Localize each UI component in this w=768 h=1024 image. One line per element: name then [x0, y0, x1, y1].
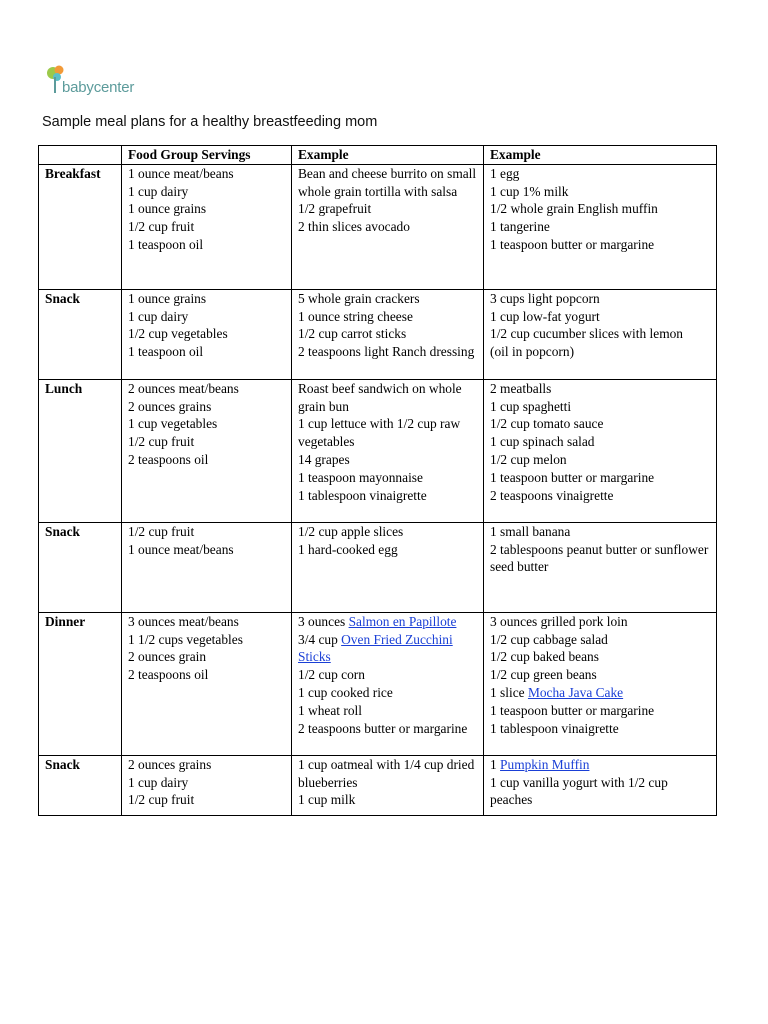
- example-item-text: 5 whole grain crackers: [298, 290, 420, 306]
- serving-item: 1 ounce meat/beans: [128, 165, 234, 181]
- example-item: [298, 666, 479, 684]
- example-item: [298, 791, 479, 809]
- table-header-row: [39, 146, 717, 165]
- example-item-text: 1 tablespoon vinaigrette: [490, 720, 619, 736]
- example-item-text: 1/2 cup carrot sticks: [298, 326, 407, 342]
- servings-cell: [122, 379, 292, 522]
- example-item-text: 1 tablespoon vinaigrette: [298, 487, 427, 503]
- meal-name-cell: Breakfast: [39, 164, 122, 289]
- example-item: [298, 415, 479, 451]
- example-item-text: 1 cup oatmeal with 1/4 cup dried blueberries: [298, 756, 475, 790]
- table-row: [39, 612, 717, 755]
- example-item-text: 1 egg: [490, 165, 520, 181]
- example-item-text: 1 tangerine: [490, 219, 550, 235]
- example-item-text: 1: [490, 756, 501, 772]
- serving-item: 1/2 cup fruit: [128, 219, 195, 235]
- serving-item: 2 ounces grains: [128, 398, 212, 414]
- example-item: [490, 523, 712, 541]
- serving-item: 1 teaspoon oil: [128, 236, 204, 252]
- recipe-link[interactable]: Oven Fried Zucchini Sticks: [298, 631, 453, 665]
- example-item-text: 2 tablespoons peanut butter or sunflower seed butter: [490, 541, 709, 575]
- recipe-link[interactable]: Salmon en Papillote: [348, 613, 457, 629]
- example-item: [490, 200, 712, 218]
- serving-item: 2 ounces grains: [128, 756, 212, 772]
- example-item: [490, 398, 712, 416]
- example-item-text: 14 grapes: [298, 451, 350, 467]
- table-row: [39, 755, 717, 815]
- example-item-text: 2 teaspoons butter or margarine: [298, 720, 468, 736]
- serving-item: 1 1/2 cups vegetables: [128, 631, 243, 647]
- example-item-text: 3/4 cup: [298, 631, 342, 647]
- example-item-text: 1/2 cup apple slices: [298, 523, 404, 539]
- example-item: [490, 684, 712, 702]
- example-item: [490, 380, 712, 398]
- example-item-text: 1 cup milk: [298, 792, 356, 808]
- example-item: [490, 290, 712, 308]
- example-item: [298, 541, 479, 559]
- example-item-text: 1/2 cup baked beans: [490, 649, 599, 665]
- example-item: [490, 720, 712, 738]
- example-item: [490, 325, 712, 343]
- logo-wordmark: babycenter: [62, 79, 135, 96]
- servings-cell: [122, 612, 292, 755]
- example-item: [490, 343, 712, 361]
- table-row: [39, 289, 717, 379]
- table-row: [39, 522, 717, 612]
- example-2-cell: [484, 755, 717, 815]
- example-item: [298, 487, 479, 505]
- example-item: [490, 218, 712, 236]
- example-2-cell: [484, 289, 717, 379]
- serving-item: 1 ounce grains: [128, 290, 207, 306]
- serving-item: 1 cup dairy: [128, 183, 189, 199]
- example-item-text: 1 cup cooked rice: [298, 684, 393, 700]
- example-item: [298, 523, 479, 541]
- example-item: [298, 702, 479, 720]
- example-item: [298, 308, 479, 326]
- example-item: [490, 702, 712, 720]
- serving-item: 1/2 cup vegetables: [128, 326, 228, 342]
- table-row: [39, 164, 717, 289]
- example-item-text: 1 cup 1% milk: [490, 183, 569, 199]
- example-item-text: 1/2 cup green beans: [490, 667, 597, 683]
- serving-item: 1 cup vegetables: [128, 416, 218, 432]
- example-item-text: 3 ounces grilled pork loin: [490, 613, 628, 629]
- example-item: [490, 631, 712, 649]
- meal-name-cell: Dinner: [39, 612, 122, 755]
- serving-item: 2 teaspoons oil: [128, 667, 209, 683]
- meal-name-cell: Lunch: [39, 379, 122, 522]
- example-item-text: 1 cup spaghetti: [490, 398, 572, 414]
- example-item-text: 1 cup vanilla yogurt with 1/2 cup peaches: [490, 774, 668, 808]
- serving-item: 1/2 cup fruit: [128, 792, 195, 808]
- serving-item: 1 cup dairy: [128, 774, 189, 790]
- example-item: [298, 469, 479, 487]
- recipe-link[interactable]: Pumpkin Muffin: [500, 756, 590, 772]
- serving-item: 2 ounces meat/beans: [128, 380, 239, 396]
- document-title: Sample meal plans for a healthy breastfeeding mom: [42, 114, 378, 130]
- example-item: [298, 343, 479, 361]
- servings-cell: [122, 755, 292, 815]
- example-item-text: 1/2 cup cucumber slices with lemon: [490, 326, 684, 342]
- example-1-cell: [292, 612, 484, 755]
- serving-item: 1 teaspoon oil: [128, 344, 204, 360]
- serving-item: 1 cup dairy: [128, 308, 189, 324]
- example-item: [490, 308, 712, 326]
- servings-cell: [122, 164, 292, 289]
- example-item: [298, 218, 479, 236]
- serving-item: 3 ounces meat/beans: [128, 613, 239, 629]
- example-item-text: 1 teaspoon butter or margarine: [490, 702, 655, 718]
- header-blank-cell: [39, 146, 122, 165]
- header-food-group-servings: Food Group Servings: [122, 146, 292, 165]
- example-2-cell: [484, 522, 717, 612]
- header-example-1: Example: [292, 146, 484, 165]
- example-item: [298, 684, 479, 702]
- example-2-cell: [484, 379, 717, 522]
- serving-item: 1 ounce grains: [128, 201, 207, 217]
- servings-cell: [122, 289, 292, 379]
- example-item-text: 2 meatballs: [490, 380, 552, 396]
- example-item: [490, 613, 712, 631]
- example-item: [490, 236, 712, 254]
- example-item-text: Bean and cheese burrito on small whole grain tortilla with salsa: [298, 165, 477, 199]
- serving-item: 2 teaspoons oil: [128, 451, 209, 467]
- example-item: [490, 451, 712, 469]
- example-item: [490, 756, 712, 774]
- example-item: [298, 290, 479, 308]
- header-example-2: Example: [484, 146, 717, 165]
- example-item: [298, 720, 479, 738]
- example-item: [298, 756, 479, 792]
- example-1-cell: [292, 164, 484, 289]
- example-item-text: 1/2 cup corn: [298, 667, 365, 683]
- example-item: [490, 487, 712, 505]
- example-1-cell: [292, 289, 484, 379]
- example-item: [490, 415, 712, 433]
- example-item: [298, 631, 479, 667]
- serving-item: 1/2 cup fruit: [128, 523, 195, 539]
- example-item-text: 1 cup lettuce with 1/2 cup raw vegetables: [298, 416, 461, 450]
- example-item: [298, 165, 479, 201]
- example-item-text: Roast beef sandwich on whole grain bun: [298, 380, 462, 414]
- example-1-cell: [292, 755, 484, 815]
- example-item-text: 1 cup low-fat yogurt: [490, 308, 600, 324]
- meal-name-cell: Snack: [39, 289, 122, 379]
- example-item-text: 1 teaspoon butter or margarine: [490, 236, 655, 252]
- example-2-cell: [484, 164, 717, 289]
- recipe-link[interactable]: Mocha Java Cake: [527, 684, 624, 700]
- meal-name-cell: Snack: [39, 522, 122, 612]
- example-item-text: 1 slice: [490, 684, 528, 700]
- example-item: [490, 541, 712, 577]
- example-item: [490, 648, 712, 666]
- example-item: [490, 774, 712, 810]
- example-1-cell: [292, 522, 484, 612]
- example-item-text: 1/2 cup cabbage salad: [490, 631, 608, 647]
- example-item-text: 1 teaspoon mayonnaise: [298, 469, 423, 485]
- meal-name-cell: Snack: [39, 755, 122, 815]
- example-2-cell: [484, 612, 717, 755]
- example-item-text: 3 cups light popcorn: [490, 290, 600, 306]
- table-row: [39, 379, 717, 522]
- example-item: [298, 200, 479, 218]
- example-item-text: 3 ounces: [298, 613, 349, 629]
- example-item: [298, 325, 479, 343]
- meal-plan-table: [38, 145, 717, 816]
- serving-item: 2 ounces grain: [128, 649, 207, 665]
- example-item: [298, 613, 479, 631]
- example-item-text: 1/2 whole grain English muffin: [490, 201, 658, 217]
- example-item: [490, 183, 712, 201]
- example-item-text: 1 small banana: [490, 523, 571, 539]
- example-item: [298, 451, 479, 469]
- example-item-text: 1/2 grapefruit: [298, 201, 372, 217]
- example-item-text: 2 thin slices avocado: [298, 219, 410, 235]
- example-item: [490, 433, 712, 451]
- example-item-text: 1 wheat roll: [298, 702, 362, 718]
- example-item-text: 2 teaspoons light Ranch dressing: [298, 344, 475, 360]
- serving-item: 1 ounce meat/beans: [128, 541, 234, 557]
- example-item-text: 1 cup spinach salad: [490, 434, 595, 450]
- example-1-cell: [292, 379, 484, 522]
- servings-cell: [122, 522, 292, 612]
- example-item-text: 2 teaspoons vinaigrette: [490, 487, 614, 503]
- example-item-text: 1 hard-cooked egg: [298, 541, 398, 557]
- example-item-text: 1 ounce string cheese: [298, 308, 413, 324]
- example-item: [490, 666, 712, 684]
- example-item-text: (oil in popcorn): [490, 344, 575, 360]
- example-item: [490, 165, 712, 183]
- example-item-text: 1 teaspoon butter or margarine: [490, 469, 655, 485]
- example-item-text: 1/2 cup tomato sauce: [490, 416, 604, 432]
- serving-item: 1/2 cup fruit: [128, 434, 195, 450]
- example-item-text: 1/2 cup melon: [490, 451, 567, 467]
- example-item: [298, 380, 479, 416]
- example-item: [490, 469, 712, 487]
